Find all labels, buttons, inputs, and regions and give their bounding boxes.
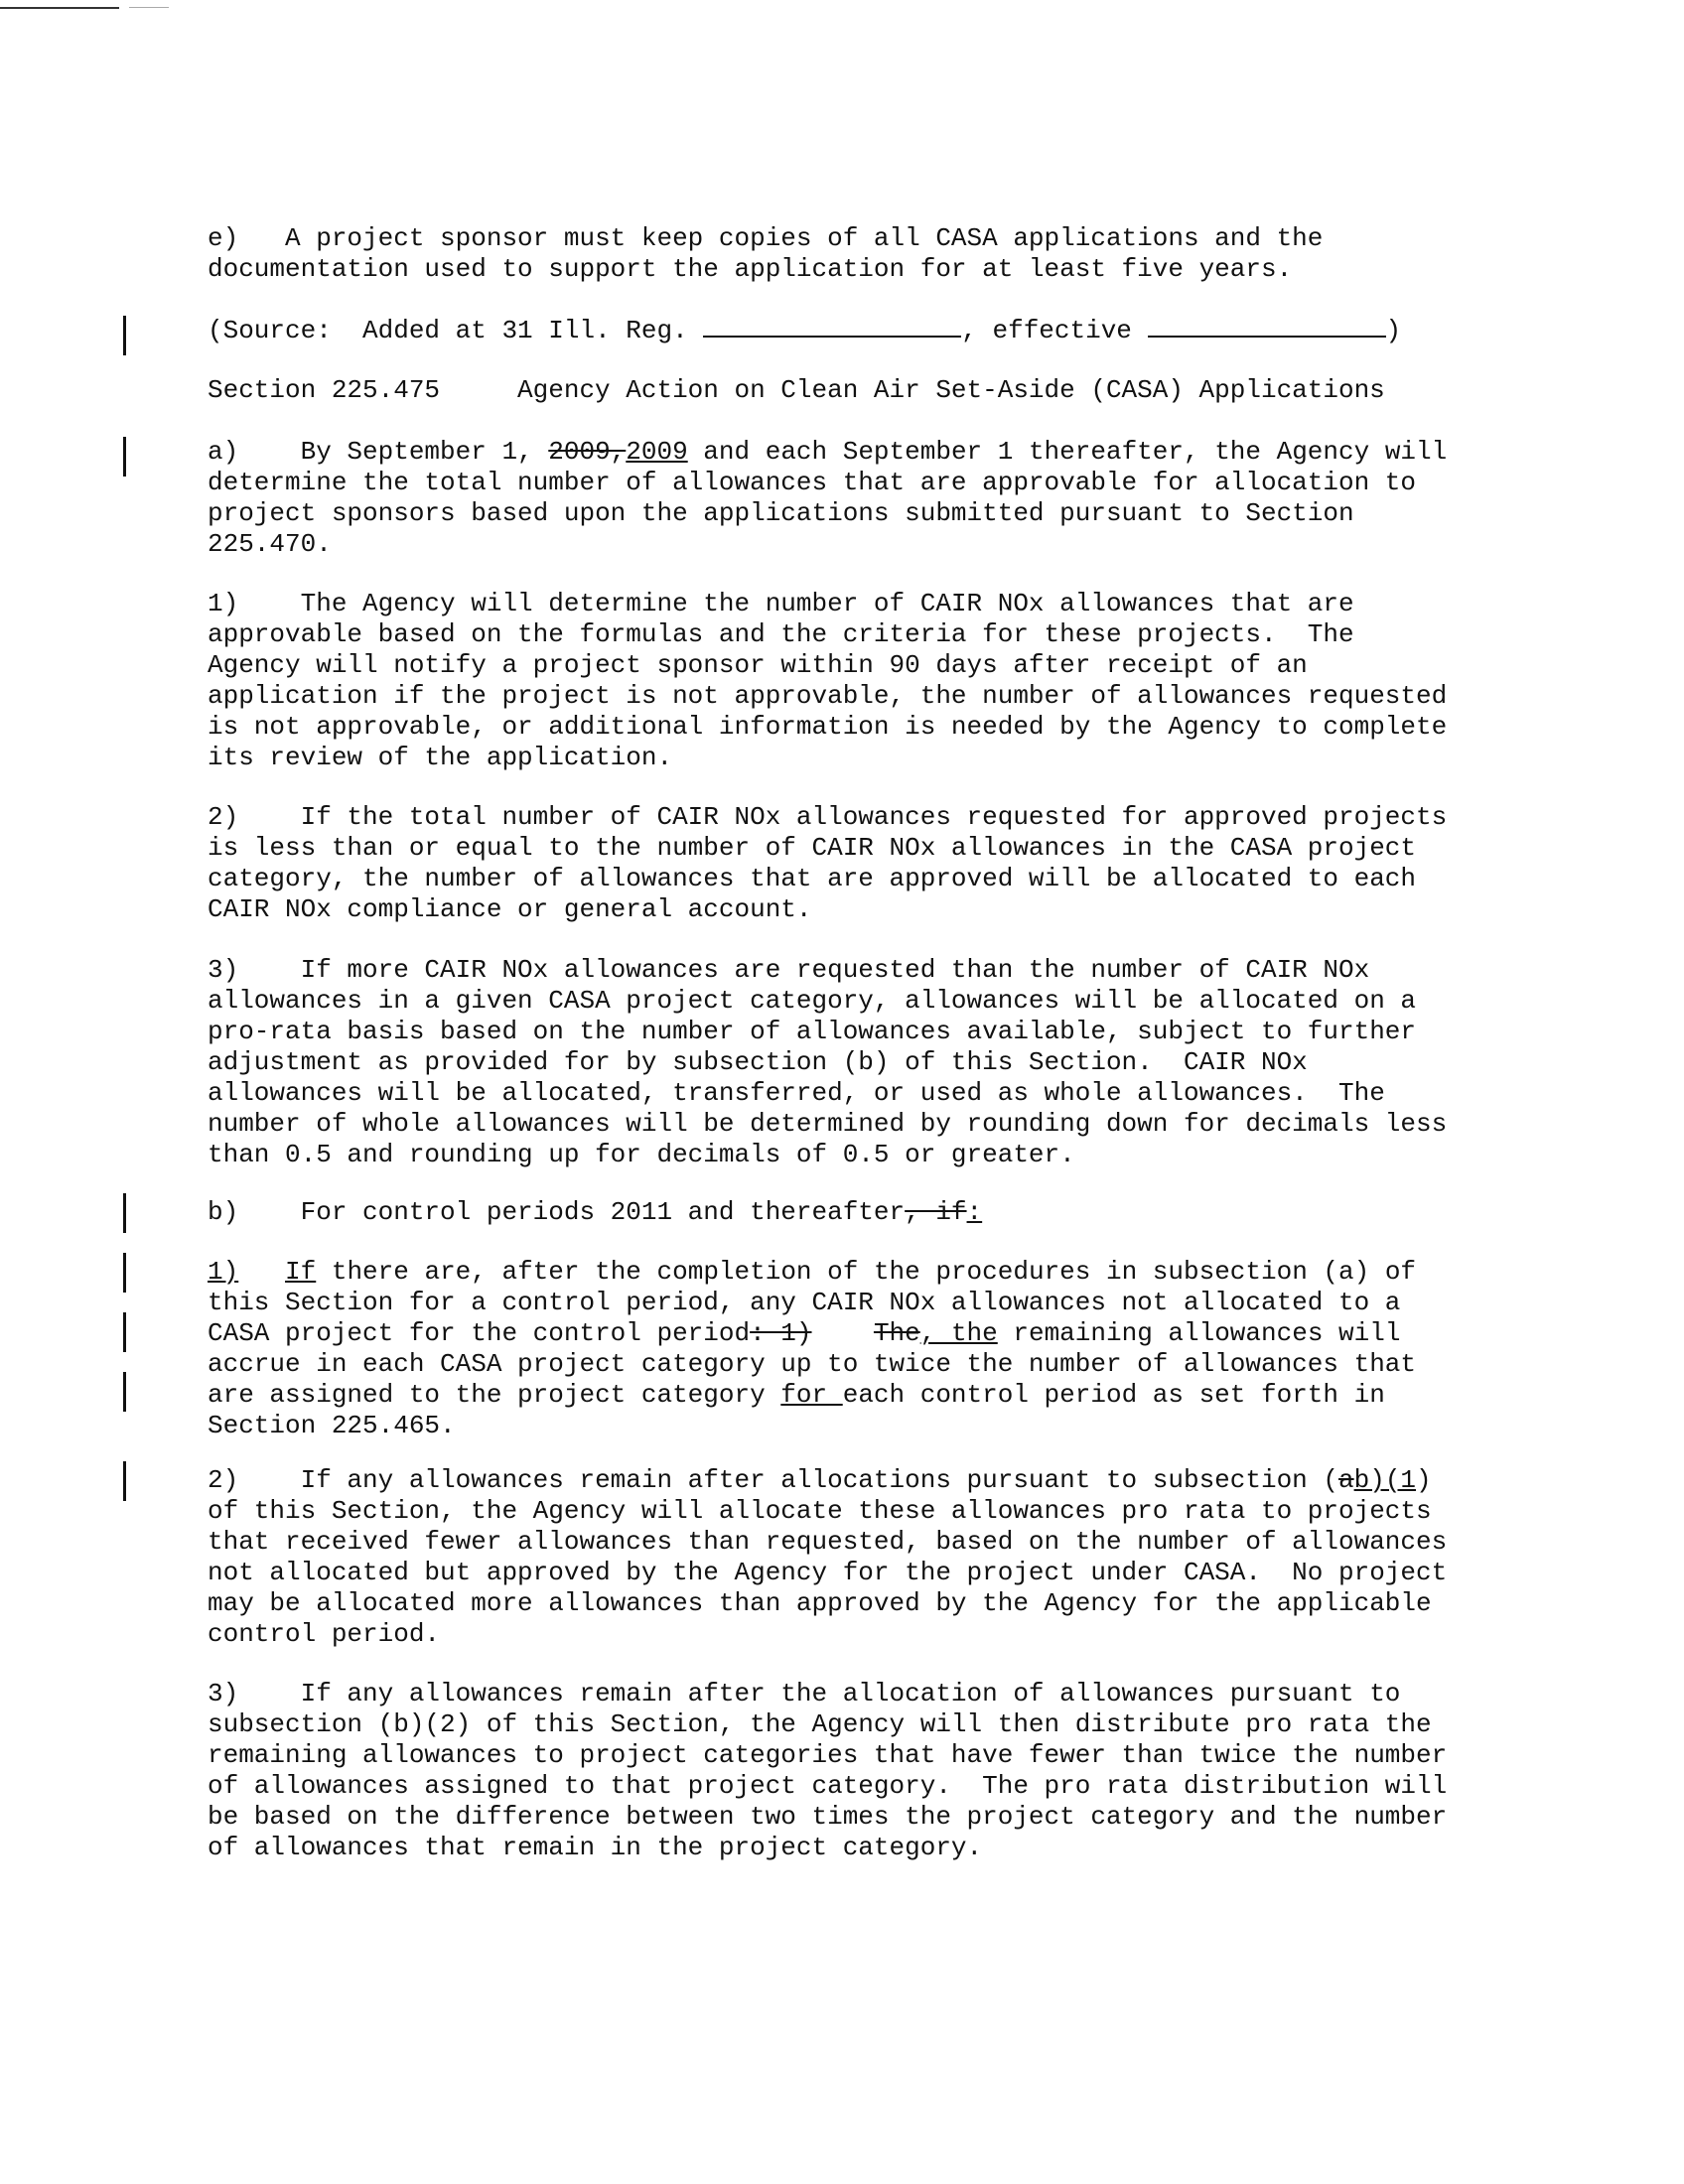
paragraph-a2: 2) If the total number of CAIR NOx allowances requested for approved projects is less than or equal to the number of CAIR NOx allowances in the CASA project category, the number of allowances that are approved will be allocated to each CAIR NOx compliance or general account.: [208, 802, 1448, 924]
paragraph-e: e) A project sponsor must keep copies of all CASA applications and the documentation used to support the application for at least five years.: [208, 223, 1324, 284]
b1-gap: [238, 1257, 285, 1287]
b2-struck-a: a: [1338, 1465, 1354, 1495]
para-a-rest: and each September 1 thereafter, the Agency will determine the total number of allowances that are approvable for allocation to project sponsors based upon the applications submitted pursuant to Section 225.470.: [208, 437, 1448, 559]
revision-bar: [123, 1193, 126, 1233]
b1-gap-2: [812, 1318, 874, 1348]
paragraph-a1: 1) The Agency will determine the number of CAIR NOx allowances that are approvable based on the formulas and the criteria for these projects. The Agency will notify a project sponsor within 90 days after receipt of an application if the project is not approvable, the number of allowances requested is not approvable, or additional information is needed by the Agency to complete its review of the application.: [208, 589, 1448, 772]
source-prefix: (Source: Added at 31 Ill. Reg.: [208, 316, 704, 345]
b1-text-2: remaining allowances will accrue in each CASA project category up to twice the number of allowances that are assigned to the project category: [208, 1318, 1416, 1410]
struck-year: 2009,: [548, 437, 627, 467]
section-heading: [208, 375, 1538, 406]
para-b-lead: b) For control periods 2011 and thereafter: [208, 1197, 906, 1227]
b2-lead: 2) If any allowances remain after allocations pursuant to subsection (: [208, 1465, 1338, 1495]
b2-new-ref: b)(1: [1353, 1465, 1417, 1495]
section-number: Section 225.475: [208, 375, 441, 405]
revision-bar: [123, 437, 126, 477]
revision-bar: [123, 1461, 126, 1501]
source-note: [208, 316, 1538, 346]
scan-edge-mark: [0, 7, 119, 9]
b1-number: 1): [208, 1257, 239, 1287]
b1-text-1: there are, after the completion of the procedures in subsection (a) of this Section for a control period, any CAIR NOx allowances not allocated to a CASA project for the control period: [208, 1257, 1417, 1348]
paragraph-b3: 3) If any allowances remain after the allocation of allowances pursuant to subsection (b)(2) of this Section, the Agency will then distribute pro rata the remaining allowances to project categories that have fewer than twice the number of allowances assigned to that project category. The pro rata distribution will be based on the difference between two times the project category and the number of allowances that remain in the project category.: [208, 1679, 1448, 1862]
b1-struck-the: The: [873, 1318, 920, 1348]
revision-bar: [123, 1253, 126, 1293]
revision-bar: [123, 1312, 126, 1352]
paragraph-b2: [208, 1465, 1538, 1650]
paragraph-b: [208, 1197, 1538, 1228]
added-colon: :: [966, 1197, 983, 1227]
b1-text-3: each control period as set forth in Section 225.465.: [208, 1380, 1385, 1440]
source-mid: , effective: [961, 316, 1148, 345]
revision-bar: [123, 316, 126, 355]
section-title: Agency Action on Clean Air Set-Aside (CASA) Applications: [517, 375, 1385, 405]
scan-edge-mark-2: [129, 7, 169, 8]
b1-struck-1: : 1): [750, 1318, 812, 1348]
revision-bar: [123, 1372, 126, 1412]
struck-if: , if: [905, 1197, 967, 1227]
b1-if: If: [285, 1257, 317, 1287]
register-blank: [703, 336, 961, 338]
source-end: ): [1385, 316, 1402, 345]
paragraph-b1: [208, 1257, 1538, 1441]
b2-rest: ) of this Section, the Agency will allocate these allowances pro rata to projects that received fewer allowances than requested, based on the number of allowances not allocated but approved by the Agency for the project under CASA. No project may be allocated more allowances than approved by the Agency for the applicable control period.: [208, 1465, 1448, 1649]
paragraph-a3: 3) If more CAIR NOx allowances are requested than the number of CAIR NOx allowances in a given CASA project category, allowances will be allocated on a pro-rata basis based on the number of allowances available, subject to further adjustment as provided for by subsection (b) of this Section. CAIR NOx allowances will be allocated, transferred, or used as whole allowances. The number of whole allowances will be determined by rounding down for decimals less than 0.5 and rounding up for decimals of 0.5 or greater.: [208, 955, 1448, 1169]
effective-blank: [1148, 336, 1386, 338]
paragraph-a: [208, 437, 1538, 560]
para-a-lead: a) By September 1,: [208, 437, 549, 467]
new-year: 2009: [626, 437, 688, 467]
b1-new-the: , the: [919, 1318, 998, 1348]
b1-new-for: for: [780, 1380, 843, 1410]
